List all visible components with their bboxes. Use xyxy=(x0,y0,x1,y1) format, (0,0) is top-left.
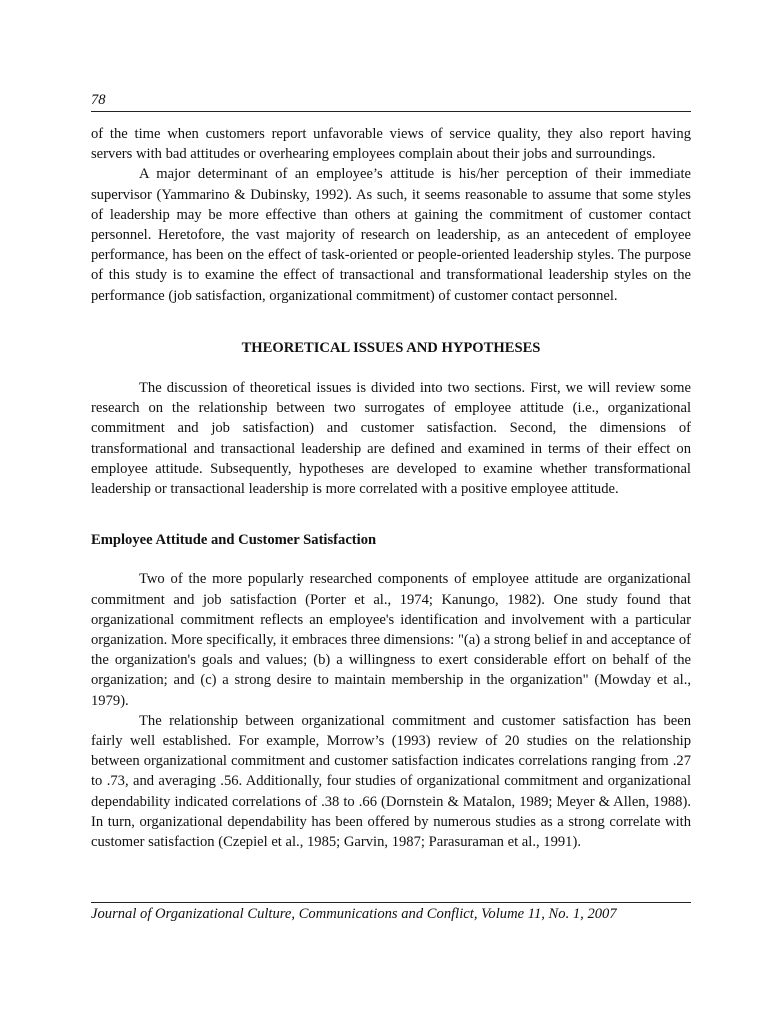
body-text xyxy=(91,124,691,852)
paragraph-commitment-satisfaction: The relationship between organizational commitment and customer satisfaction has been fairly well established. For example, Morrow’s (1993) review of 20 studies on the relationship between organizational commitment and customer satisfaction indicates correlations ranging from .27 to .73, and averaging .56. Additionally, four studies of organizational commitment and organizational dependability indicated correlations of .38 to .66 (Dornstein & Matalon, 1989; Meyer & Allen, 1988). In turn, organizational dependability has been offered by numerous studies as a strong correlate with customer satisfaction (Czepiel et al., 1985; Garvin, 1987; Parasuraman et al., 1991). xyxy=(91,712,691,851)
section-heading: THEORETICAL ISSUES AND HYPOTHESES xyxy=(241,339,541,356)
page-number: 78 xyxy=(91,92,106,108)
journal-footer: Journal of Organizational Culture, Communications and Conflict, Volume 11, No. 1, 2007 xyxy=(91,906,617,922)
spacer xyxy=(91,499,691,519)
document-page xyxy=(91,0,691,1014)
paragraph-continuation: of the time when customers report unfavorable views of service quality, they also report having servers with bad attitudes or overhearing employees complain about their jobs and surroundings. xyxy=(91,126,691,163)
spacer xyxy=(91,306,691,326)
subsection-heading: Employee Attitude and Customer Satisfaction xyxy=(91,532,377,549)
paragraph-leadership-determinant: A major determinant of an employee’s attitude is his/her perception of their immediate supervisor (Yammarino & Dubinsky, 1992). As such, it seems reasonable to assume that some styles of leadership may be more effective than others at gaining the commitment of customer contact personnel. Heretofore, the vast majority of research on leadership, as an antecedent of employee performance, has been on the effect of task-oriented or people-oriented leadership styles. The purpose of this study is to examine the effect of transactional and transformational leadership styles on the performance (job satisfaction, organizational commitment) of customer contact personnel. xyxy=(91,166,691,304)
header-rule xyxy=(91,111,691,112)
footer-rule xyxy=(91,902,691,903)
paragraph-employee-attitude: Two of the more popularly researched components of employee attitude are organizational commitment and job satisfaction (Porter et al., 1974; Kanungo, 1982). One study found that organizational commitment reflects an employee's identification and involvement with a particular organization. More specifically, it embraces three dimensions: "(a) a strong belief in and acceptance of the organization's goals and values; (b) a willingness to exert considerable effort on behalf of the organization; and (c) a strong desire to maintain membership in the organization" (Mowday et al., 1979). xyxy=(91,571,691,709)
paragraph-theoretical-overview: The discussion of theoretical issues is divided into two sections. First, we will review some research on the relationship between two surrogates of employee attitude (i.e., organizational commitment and job satisfaction) and customer satisfaction. Second, the dimensions of transformational and transactional leadership are defined and examined in terms of their effect on employee attitude. Subsequently, hypotheses are developed to examine whether transformational leadership or transactional leadership is more correlated with a positive employee attitude. xyxy=(91,380,691,498)
